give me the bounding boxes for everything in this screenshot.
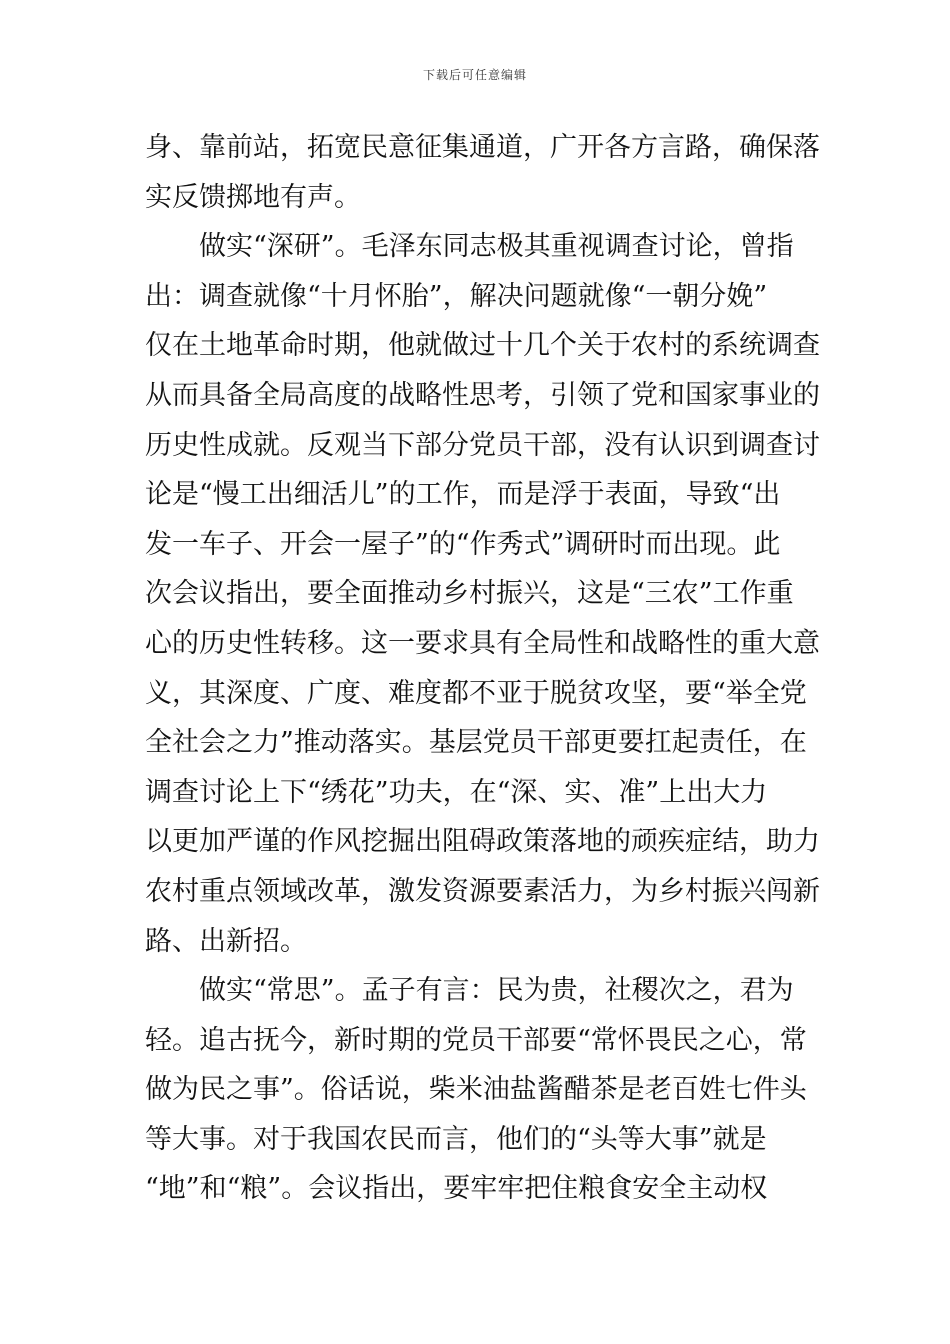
paragraph-start-line: 做实“深研”。毛泽东同志极其重视调查讨论，曾指 — [199, 231, 794, 263]
text-line: 等大事。对于我国农民而言，他们的“头等大事”就是 — [145, 1123, 767, 1155]
text-line: 义，其深度、广度、难度都不亚于脱贫攻坚，要“举全党 — [145, 677, 807, 709]
text-line: 做为民之事”。俗话说，柴米油盐酱醋茶是老百姓七件头 — [145, 1074, 807, 1106]
text-line: 轻。追古抚今，新时期的党员干部要“常怀畏民之心，常 — [145, 1024, 807, 1056]
text-line: 实反馈掷地有声。 — [145, 181, 361, 213]
document-body — [145, 123, 820, 1214]
text-line: 从而具备全局高度的战略性思考，引领了党和国家事业的 — [145, 379, 820, 411]
text-line: 路、出新招。 — [145, 925, 307, 957]
page-header: 下载后可任意编辑 — [422, 68, 527, 82]
text-line: 调查讨论上下“绣花”功夫，在“深、实、准”上出大力 — [145, 776, 768, 808]
text-line: 历史性成就。反观当下部分党员干部，没有认识到调查讨 — [145, 429, 820, 461]
text-line: “地”和“粮”。会议指出，要牢牢把住粮食安全主动权 — [145, 1173, 768, 1205]
text-line: 发一车子、开会一屋子”的“作秀式”调研时而出现。此 — [145, 528, 781, 560]
text-line: 次会议指出，要全面推动乡村振兴，这是“三农”工作重 — [145, 578, 794, 610]
text-line: 身、靠前站，拓宽民意征集通道，广开各方言路，确保落 — [145, 132, 820, 163]
text-line: 论是“慢工出细活儿”的工作，而是浮于表面，导致“出 — [145, 479, 781, 511]
text-line: 全社会之力”推动落实。基层党员干部更要扛起责任，在 — [145, 727, 807, 759]
text-line: 出：调查就像“十月怀胎”，解决问题就像“一朝分娩” — [145, 280, 768, 312]
text-line: 以更加严谨的作风挖掘出阻碍政策落地的顽疾症结，助力 — [145, 826, 820, 858]
text-line: 心的历史性转移。这一要求具有全局性和战略性的重大意 — [145, 627, 820, 659]
paragraph-start-line: 做实“常思”。孟子有言：民为贵，社稷次之，君为 — [199, 975, 794, 1007]
text-line: 农村重点领域改革，激发资源要素活力，为乡村振兴闯新 — [145, 875, 820, 907]
text-line: 仅在土地革命时期，他就做过十几个关于农村的系统调查 — [145, 330, 820, 362]
